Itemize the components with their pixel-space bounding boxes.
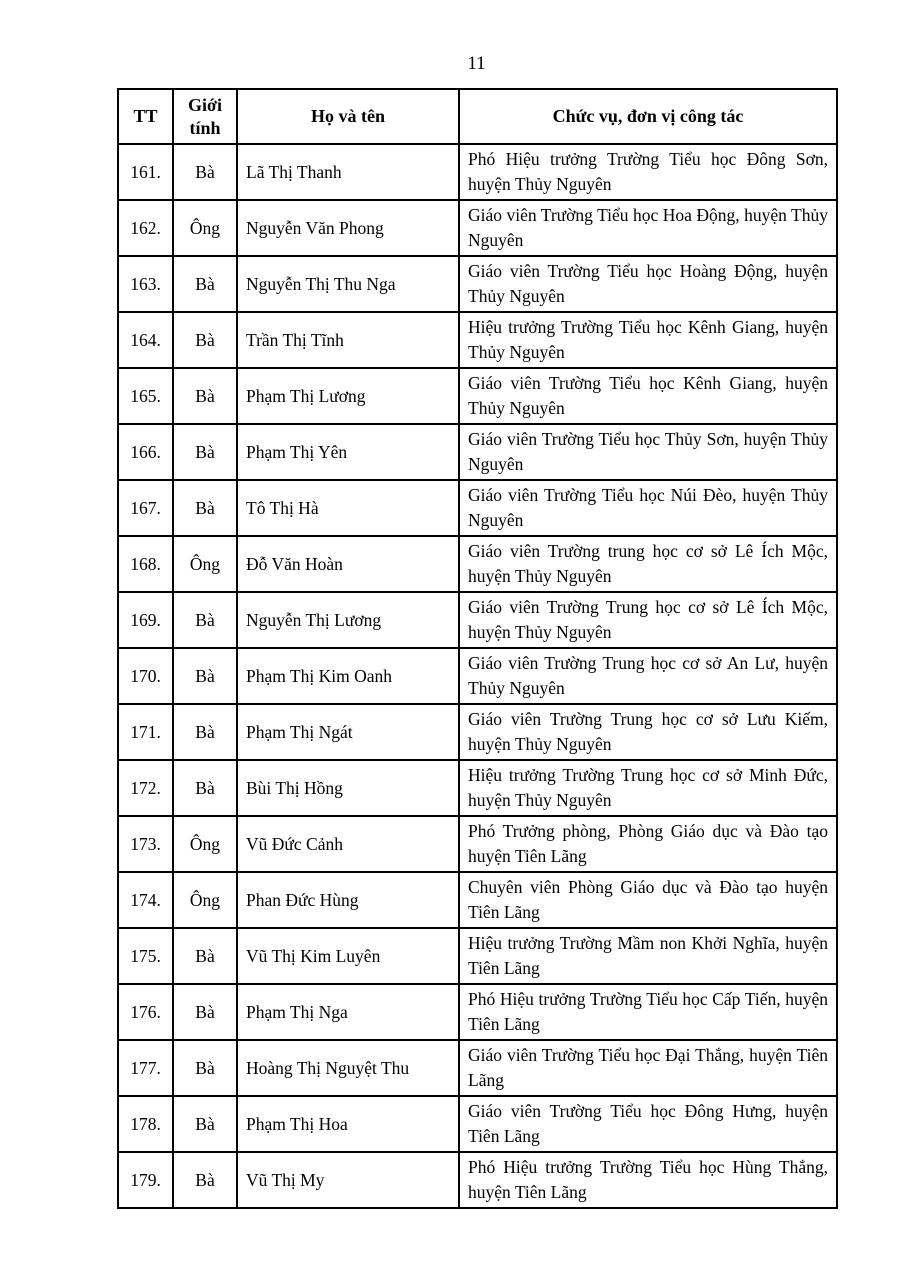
- cell-gender: Bà: [173, 144, 237, 200]
- table-row: [118, 200, 837, 256]
- table-row: [118, 256, 837, 312]
- table-row: [118, 1040, 837, 1096]
- header-tt: TT: [118, 89, 173, 144]
- cell-index: 175.: [118, 928, 173, 984]
- cell-name: Lã Thị Thanh: [237, 144, 459, 200]
- cell-gender: Ông: [173, 816, 237, 872]
- cell-index: 163.: [118, 256, 173, 312]
- table-row: [118, 480, 837, 536]
- cell-position: Giáo viên Trường Trung học cơ sở Lê Ích Mộc, huyện Thủy Nguyên: [459, 592, 837, 648]
- cell-name: Phan Đức Hùng: [237, 872, 459, 928]
- cell-index: 179.: [118, 1152, 173, 1208]
- cell-index: 166.: [118, 424, 173, 480]
- cell-gender: Bà: [173, 424, 237, 480]
- cell-name: Phạm Thị Yên: [237, 424, 459, 480]
- cell-gender: Ông: [173, 200, 237, 256]
- cell-index: 174.: [118, 872, 173, 928]
- cell-name: Phạm Thị Kim Oanh: [237, 648, 459, 704]
- staff-table: [117, 88, 838, 1209]
- table-row: [118, 592, 837, 648]
- cell-gender: Bà: [173, 760, 237, 816]
- cell-name: Bùi Thị Hồng: [237, 760, 459, 816]
- page-number: 11: [467, 53, 486, 74]
- cell-position: Hiệu trưởng Trường Mầm non Khởi Nghĩa, huyện Tiên Lãng: [459, 928, 837, 984]
- cell-gender: Ông: [173, 872, 237, 928]
- table-header-row: [118, 89, 837, 144]
- table-row: [118, 648, 837, 704]
- cell-name: Đỗ Văn Hoàn: [237, 536, 459, 592]
- cell-gender: Bà: [173, 928, 237, 984]
- cell-gender: Bà: [173, 480, 237, 536]
- cell-index: 172.: [118, 760, 173, 816]
- table-row: [118, 368, 837, 424]
- cell-index: 168.: [118, 536, 173, 592]
- table-row: [118, 312, 837, 368]
- cell-position: Giáo viên Trường Tiểu học Thủy Sơn, huyện Thủy Nguyên: [459, 424, 837, 480]
- cell-name: Nguyễn Văn Phong: [237, 200, 459, 256]
- table-row: [118, 984, 837, 1040]
- header-position: Chức vụ, đơn vị công tác: [459, 89, 837, 144]
- cell-position: Phó Hiệu trưởng Trường Tiểu học Đông Sơn, huyện Thủy Nguyên: [459, 144, 837, 200]
- cell-position: Giáo viên Trường Tiểu học Hoa Động, huyện Thủy Nguyên: [459, 200, 837, 256]
- table-row: [118, 872, 837, 928]
- cell-index: 171.: [118, 704, 173, 760]
- table-row: [118, 424, 837, 480]
- cell-gender: Ông: [173, 536, 237, 592]
- cell-name: Nguyễn Thị Lương: [237, 592, 459, 648]
- cell-name: Nguyễn Thị Thu Nga: [237, 256, 459, 312]
- cell-name: Phạm Thị Ngát: [237, 704, 459, 760]
- cell-index: 164.: [118, 312, 173, 368]
- cell-gender: Bà: [173, 648, 237, 704]
- table-row: [118, 816, 837, 872]
- cell-index: 162.: [118, 200, 173, 256]
- cell-index: 176.: [118, 984, 173, 1040]
- cell-position: Chuyên viên Phòng Giáo dục và Đào tạo huyện Tiên Lãng: [459, 872, 837, 928]
- cell-gender: Bà: [173, 256, 237, 312]
- cell-index: 178.: [118, 1096, 173, 1152]
- header-gender: Giới tính: [173, 89, 237, 144]
- cell-position: Giáo viên Trường Tiểu học Đông Hưng, huyện Tiên Lãng: [459, 1096, 837, 1152]
- cell-name: Phạm Thị Lương: [237, 368, 459, 424]
- table-row: [118, 928, 837, 984]
- cell-index: 165.: [118, 368, 173, 424]
- cell-position: Phó Hiệu trưởng Trường Tiểu học Cấp Tiến, huyện Tiên Lãng: [459, 984, 837, 1040]
- table-row: [118, 1152, 837, 1208]
- cell-position: Giáo viên Trường Tiểu học Núi Đèo, huyện Thủy Nguyên: [459, 480, 837, 536]
- cell-position: Giáo viên Trường Trung học cơ sở Lưu Kiếm, huyện Thủy Nguyên: [459, 704, 837, 760]
- cell-gender: Bà: [173, 984, 237, 1040]
- table-row: [118, 536, 837, 592]
- table-row: [118, 144, 837, 200]
- cell-position: Phó Hiệu trưởng Trường Tiểu học Hùng Thắng, huyện Tiên Lãng: [459, 1152, 837, 1208]
- cell-gender: Bà: [173, 704, 237, 760]
- cell-name: Vũ Thị Kim Luyên: [237, 928, 459, 984]
- cell-name: Trần Thị Tĩnh: [237, 312, 459, 368]
- table-row: [118, 760, 837, 816]
- cell-index: 170.: [118, 648, 173, 704]
- cell-index: 169.: [118, 592, 173, 648]
- header-name: Họ và tên: [237, 89, 459, 144]
- cell-index: 173.: [118, 816, 173, 872]
- cell-gender: Bà: [173, 368, 237, 424]
- cell-gender: Bà: [173, 1096, 237, 1152]
- cell-gender: Bà: [173, 312, 237, 368]
- cell-position: Hiệu trưởng Trường Tiểu học Kênh Giang, huyện Thủy Nguyên: [459, 312, 837, 368]
- cell-position: Hiệu trưởng Trường Trung học cơ sở Minh Đức, huyện Thủy Nguyên: [459, 760, 837, 816]
- cell-name: Phạm Thị Nga: [237, 984, 459, 1040]
- cell-name: Hoàng Thị Nguyệt Thu: [237, 1040, 459, 1096]
- cell-position: Giáo viên Trường Tiểu học Đại Thắng, huyện Tiên Lãng: [459, 1040, 837, 1096]
- cell-position: Phó Trưởng phòng, Phòng Giáo dục và Đào tạo huyện Tiên Lãng: [459, 816, 837, 872]
- cell-index: 167.: [118, 480, 173, 536]
- cell-name: Phạm Thị Hoa: [237, 1096, 459, 1152]
- cell-position: Giáo viên Trường trung học cơ sở Lê Ích Mộc, huyện Thủy Nguyên: [459, 536, 837, 592]
- cell-name: Tô Thị Hà: [237, 480, 459, 536]
- cell-position: Giáo viên Trường Tiểu học Hoàng Động, huyện Thủy Nguyên: [459, 256, 837, 312]
- cell-name: Vũ Thị My: [237, 1152, 459, 1208]
- cell-gender: Bà: [173, 1152, 237, 1208]
- cell-position: Giáo viên Trường Tiểu học Kênh Giang, huyện Thủy Nguyên: [459, 368, 837, 424]
- cell-name: Vũ Đức Cảnh: [237, 816, 459, 872]
- table-row: [118, 1096, 837, 1152]
- table-row: [118, 704, 837, 760]
- cell-gender: Bà: [173, 1040, 237, 1096]
- cell-index: 177.: [118, 1040, 173, 1096]
- cell-position: Giáo viên Trường Trung học cơ sở An Lư, huyện Thủy Nguyên: [459, 648, 837, 704]
- cell-index: 161.: [118, 144, 173, 200]
- cell-gender: Bà: [173, 592, 237, 648]
